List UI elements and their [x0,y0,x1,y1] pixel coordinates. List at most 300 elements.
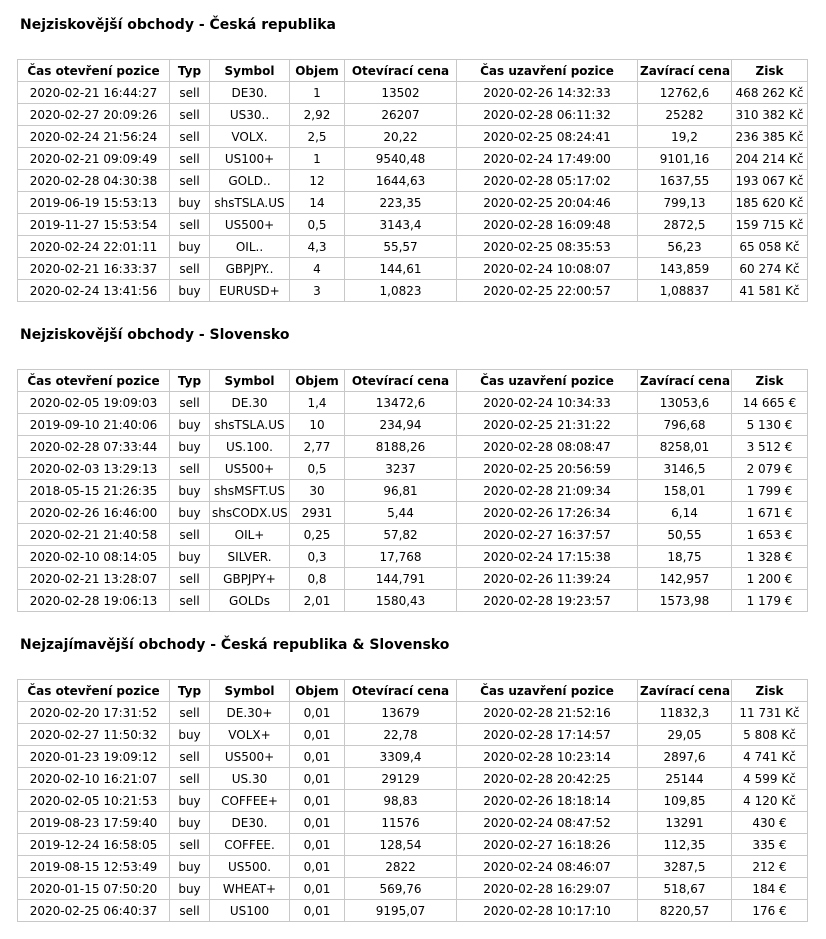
trades-table-cz-sk [17,679,808,922]
cell-close-time: 2020-02-25 20:04:46 [457,192,638,214]
cell-close-price: 13291 [638,812,732,834]
cell-symbol: VOLX. [210,126,290,148]
table-row [18,392,808,414]
cell-open-price: 8188,26 [345,436,457,458]
cell-open-time: 2020-02-28 19:06:13 [18,590,170,612]
cell-open-time: 2019-08-23 17:59:40 [18,812,170,834]
cell-open-time: 2020-02-05 10:21:53 [18,790,170,812]
column-header-close-time: Čas uzavření pozice [457,60,638,82]
cell-open-time: 2020-02-24 21:56:24 [18,126,170,148]
cell-close-price: 25282 [638,104,732,126]
cell-profit: 1 200 € [732,568,808,590]
cell-open-price: 13472,6 [345,392,457,414]
cell-symbol: shsMSFT.US [210,480,290,502]
cell-type: buy [170,502,210,524]
cell-type: sell [170,524,210,546]
cell-volume: 2,5 [290,126,345,148]
cell-profit: 236 385 Kč [732,126,808,148]
cell-type: sell [170,258,210,280]
cell-open-time: 2020-02-24 22:01:11 [18,236,170,258]
cell-close-time: 2020-02-28 21:52:16 [457,702,638,724]
cell-close-price: 3146,5 [638,458,732,480]
cell-close-price: 112,35 [638,834,732,856]
cell-open-time: 2020-01-23 19:09:12 [18,746,170,768]
cell-volume: 2,77 [290,436,345,458]
cell-volume: 0,01 [290,900,345,922]
cell-profit: 1 799 € [732,480,808,502]
cell-open-time: 2020-01-15 07:50:20 [18,878,170,900]
cell-profit: 2 079 € [732,458,808,480]
column-header-volume: Objem [290,60,345,82]
cell-open-time: 2020-02-25 06:40:37 [18,900,170,922]
cell-symbol: SILVER. [210,546,290,568]
column-header-open-price: Otevírací cena [345,680,457,702]
column-header-open-price: Otevírací cena [345,60,457,82]
cell-close-price: 50,55 [638,524,732,546]
cell-open-price: 3237 [345,458,457,480]
cell-close-price: 8258,01 [638,436,732,458]
trades-table-sk [17,369,808,612]
cell-type: sell [170,590,210,612]
cell-profit: 1 653 € [732,524,808,546]
cell-open-time: 2020-02-27 11:50:32 [18,724,170,746]
cell-open-time: 2020-02-24 13:41:56 [18,280,170,302]
cell-close-price: 799,13 [638,192,732,214]
cell-profit: 5 130 € [732,414,808,436]
cell-profit: 5 808 Kč [732,724,808,746]
table-row [18,568,808,590]
cell-volume: 0,01 [290,724,345,746]
cell-profit: 14 665 € [732,392,808,414]
cell-close-price: 796,68 [638,414,732,436]
cell-type: buy [170,790,210,812]
cell-volume: 4 [290,258,345,280]
column-header-profit: Zisk [732,60,808,82]
cell-type: sell [170,148,210,170]
cell-type: buy [170,878,210,900]
cell-open-price: 9195,07 [345,900,457,922]
table-row [18,834,808,856]
cell-type: buy [170,856,210,878]
cell-open-price: 234,94 [345,414,457,436]
cell-open-price: 3143,4 [345,214,457,236]
table-row [18,126,808,148]
cell-open-time: 2020-02-20 17:31:52 [18,702,170,724]
table-row [18,856,808,878]
cell-open-time: 2020-02-10 16:21:07 [18,768,170,790]
cell-close-time: 2020-02-25 20:56:59 [457,458,638,480]
cell-symbol: US30.. [210,104,290,126]
cell-symbol: GOLD.. [210,170,290,192]
cell-open-price: 57,82 [345,524,457,546]
cell-open-time: 2018-05-15 21:26:35 [18,480,170,502]
cell-close-price: 8220,57 [638,900,732,922]
cell-volume: 0,25 [290,524,345,546]
table-row [18,258,808,280]
cell-close-time: 2020-02-26 17:26:34 [457,502,638,524]
cell-open-price: 3309,4 [345,746,457,768]
column-header-type: Typ [170,60,210,82]
cell-volume: 0,01 [290,878,345,900]
column-header-open-price: Otevírací cena [345,370,457,392]
cell-open-time: 2020-02-26 16:46:00 [18,502,170,524]
table-row [18,790,808,812]
cell-profit: 1 671 € [732,502,808,524]
cell-close-price: 158,01 [638,480,732,502]
column-header-close-time: Čas uzavření pozice [457,370,638,392]
cell-close-price: 25144 [638,768,732,790]
cell-symbol: US500. [210,856,290,878]
table-row [18,148,808,170]
column-header-open-time: Čas otevření pozice [18,370,170,392]
cell-close-price: 2897,6 [638,746,732,768]
cell-open-price: 1580,43 [345,590,457,612]
cell-close-time: 2020-02-28 05:17:02 [457,170,638,192]
cell-close-price: 6,14 [638,502,732,524]
table-row [18,812,808,834]
cell-type: sell [170,568,210,590]
cell-open-price: 9540,48 [345,148,457,170]
cell-open-price: 569,76 [345,878,457,900]
cell-profit: 41 581 Kč [732,280,808,302]
cell-close-time: 2020-02-26 18:18:14 [457,790,638,812]
cell-profit: 335 € [732,834,808,856]
cell-close-time: 2020-02-28 16:09:48 [457,214,638,236]
column-header-type: Typ [170,680,210,702]
cell-symbol: US.30 [210,768,290,790]
cell-open-time: 2019-08-15 12:53:49 [18,856,170,878]
table-row [18,414,808,436]
cell-type: sell [170,392,210,414]
cell-symbol: US500+ [210,458,290,480]
cell-close-time: 2020-02-24 17:49:00 [457,148,638,170]
table-row [18,702,808,724]
cell-volume: 30 [290,480,345,502]
table-row [18,458,808,480]
cell-open-price: 96,81 [345,480,457,502]
section-title-sk: Nejziskovější obchody - Slovensko [20,327,290,343]
cell-open-time: 2020-02-03 13:29:13 [18,458,170,480]
cell-volume: 0,8 [290,568,345,590]
cell-open-time: 2019-11-27 15:53:54 [18,214,170,236]
cell-type: buy [170,236,210,258]
cell-close-time: 2020-02-24 08:46:07 [457,856,638,878]
cell-symbol: shsTSLA.US [210,414,290,436]
cell-open-price: 55,57 [345,236,457,258]
cell-close-time: 2020-02-25 08:35:53 [457,236,638,258]
cell-volume: 0,01 [290,856,345,878]
cell-close-time: 2020-02-25 08:24:41 [457,126,638,148]
cell-type: buy [170,280,210,302]
cell-open-time: 2020-02-28 04:30:38 [18,170,170,192]
cell-close-price: 3287,5 [638,856,732,878]
column-header-profit: Zisk [732,680,808,702]
section-title-cz: Nejziskovější obchody - Česká republika [20,17,336,33]
cell-close-time: 2020-02-28 08:08:47 [457,436,638,458]
cell-type: buy [170,480,210,502]
table-row [18,82,808,104]
table-header-row [18,680,808,702]
cell-profit: 11 731 Kč [732,702,808,724]
cell-type: buy [170,546,210,568]
cell-volume: 0,5 [290,458,345,480]
cell-close-price: 13053,6 [638,392,732,414]
cell-volume: 2931 [290,502,345,524]
cell-close-price: 518,67 [638,878,732,900]
cell-type: sell [170,746,210,768]
column-header-profit: Zisk [732,370,808,392]
table-row [18,280,808,302]
cell-open-price: 223,35 [345,192,457,214]
cell-symbol: GBPJPY.. [210,258,290,280]
cell-close-time: 2020-02-28 17:14:57 [457,724,638,746]
cell-type: sell [170,82,210,104]
cell-profit: 1 179 € [732,590,808,612]
cell-symbol: US100 [210,900,290,922]
table-row [18,502,808,524]
column-header-symbol: Symbol [210,60,290,82]
cell-symbol: shsTSLA.US [210,192,290,214]
cell-volume: 3 [290,280,345,302]
cell-open-price: 5,44 [345,502,457,524]
cell-volume: 2,01 [290,590,345,612]
cell-volume: 1 [290,148,345,170]
cell-close-time: 2020-02-28 10:17:10 [457,900,638,922]
cell-close-price: 19,2 [638,126,732,148]
cell-type: buy [170,436,210,458]
table-row [18,170,808,192]
cell-symbol: OIL+ [210,524,290,546]
trades-table-cz [17,59,808,302]
cell-symbol: OIL.. [210,236,290,258]
cell-close-price: 56,23 [638,236,732,258]
cell-close-time: 2020-02-25 22:00:57 [457,280,638,302]
cell-volume: 0,01 [290,768,345,790]
cell-type: sell [170,126,210,148]
cell-profit: 3 512 € [732,436,808,458]
cell-open-time: 2020-02-21 21:40:58 [18,524,170,546]
column-header-open-time: Čas otevření pozice [18,680,170,702]
cell-volume: 0,3 [290,546,345,568]
cell-open-price: 29129 [345,768,457,790]
cell-volume: 0,01 [290,746,345,768]
table-row [18,546,808,568]
section-title-cz-sk: Nejzajímavější obchody - Česká republika & Slovensko [20,637,450,653]
cell-open-time: 2020-02-05 19:09:03 [18,392,170,414]
cell-symbol: COFFEE+ [210,790,290,812]
cell-volume: 0,01 [290,834,345,856]
cell-close-time: 2020-02-28 21:09:34 [457,480,638,502]
cell-profit: 60 274 Kč [732,258,808,280]
cell-profit: 184 € [732,878,808,900]
column-header-volume: Objem [290,680,345,702]
cell-open-price: 20,22 [345,126,457,148]
cell-close-price: 1573,98 [638,590,732,612]
cell-type: sell [170,702,210,724]
cell-profit: 185 620 Kč [732,192,808,214]
cell-symbol: WHEAT+ [210,878,290,900]
table-row [18,746,808,768]
cell-type: buy [170,812,210,834]
cell-close-time: 2020-02-24 10:34:33 [457,392,638,414]
cell-open-price: 22,78 [345,724,457,746]
cell-close-time: 2020-02-28 20:42:25 [457,768,638,790]
cell-close-price: 2872,5 [638,214,732,236]
cell-type: sell [170,170,210,192]
cell-symbol: DE.30 [210,392,290,414]
cell-close-time: 2020-02-24 17:15:38 [457,546,638,568]
cell-close-price: 12762,6 [638,82,732,104]
table-row [18,214,808,236]
cell-volume: 12 [290,170,345,192]
table-row [18,236,808,258]
cell-open-time: 2020-02-21 16:44:27 [18,82,170,104]
cell-close-price: 9101,16 [638,148,732,170]
cell-type: sell [170,214,210,236]
table-row [18,480,808,502]
cell-close-time: 2020-02-24 08:47:52 [457,812,638,834]
table-row [18,724,808,746]
cell-profit: 4 741 Kč [732,746,808,768]
cell-symbol: US500+ [210,214,290,236]
cell-volume: 0,01 [290,812,345,834]
cell-open-price: 1,0823 [345,280,457,302]
cell-symbol: DE.30+ [210,702,290,724]
cell-open-price: 2822 [345,856,457,878]
cell-close-time: 2020-02-27 16:37:57 [457,524,638,546]
cell-close-time: 2020-02-28 10:23:14 [457,746,638,768]
table-row [18,192,808,214]
cell-close-price: 1637,55 [638,170,732,192]
cell-profit: 468 262 Kč [732,82,808,104]
cell-open-price: 13502 [345,82,457,104]
cell-close-price: 1,08837 [638,280,732,302]
table-row [18,524,808,546]
cell-symbol: US.100. [210,436,290,458]
cell-volume: 14 [290,192,345,214]
cell-symbol: US500+ [210,746,290,768]
cell-type: buy [170,414,210,436]
cell-close-price: 29,05 [638,724,732,746]
cell-profit: 212 € [732,856,808,878]
table-header-row [18,60,808,82]
cell-close-time: 2020-02-25 21:31:22 [457,414,638,436]
table-header-row [18,370,808,392]
cell-close-price: 11832,3 [638,702,732,724]
cell-volume: 1,4 [290,392,345,414]
cell-volume: 0,01 [290,702,345,724]
cell-type: sell [170,900,210,922]
column-header-close-price: Zavírací cena [638,370,732,392]
cell-close-price: 109,85 [638,790,732,812]
cell-open-time: 2019-12-24 16:58:05 [18,834,170,856]
cell-open-price: 144,791 [345,568,457,590]
cell-open-time: 2020-02-10 08:14:05 [18,546,170,568]
cell-volume: 4,3 [290,236,345,258]
cell-open-price: 1644,63 [345,170,457,192]
cell-type: buy [170,724,210,746]
cell-open-time: 2019-09-10 21:40:06 [18,414,170,436]
cell-close-time: 2020-02-28 16:29:07 [457,878,638,900]
column-header-open-time: Čas otevření pozice [18,60,170,82]
cell-open-time: 2019-06-19 15:53:13 [18,192,170,214]
cell-type: sell [170,768,210,790]
cell-type: sell [170,834,210,856]
cell-profit: 204 214 Kč [732,148,808,170]
column-header-symbol: Symbol [210,680,290,702]
cell-symbol: shsCODX.US [210,502,290,524]
cell-open-time: 2020-02-21 09:09:49 [18,148,170,170]
cell-type: sell [170,458,210,480]
table-row [18,900,808,922]
cell-close-price: 142,957 [638,568,732,590]
cell-open-price: 128,54 [345,834,457,856]
column-header-close-price: Zavírací cena [638,60,732,82]
cell-open-price: 26207 [345,104,457,126]
cell-profit: 430 € [732,812,808,834]
cell-profit: 1 328 € [732,546,808,568]
cell-symbol: DE30. [210,82,290,104]
cell-open-time: 2020-02-21 16:33:37 [18,258,170,280]
cell-symbol: COFFEE. [210,834,290,856]
column-header-symbol: Symbol [210,370,290,392]
table-row [18,590,808,612]
cell-symbol: VOLX+ [210,724,290,746]
cell-symbol: GBPJPY+ [210,568,290,590]
cell-profit: 4 599 Kč [732,768,808,790]
cell-open-price: 144,61 [345,258,457,280]
cell-profit: 310 382 Kč [732,104,808,126]
cell-volume: 1 [290,82,345,104]
cell-volume: 10 [290,414,345,436]
cell-close-time: 2020-02-26 14:32:33 [457,82,638,104]
cell-volume: 0,01 [290,790,345,812]
cell-close-time: 2020-02-28 06:11:32 [457,104,638,126]
column-header-close-time: Čas uzavření pozice [457,680,638,702]
cell-profit: 193 067 Kč [732,170,808,192]
cell-close-time: 2020-02-28 19:23:57 [457,590,638,612]
table-row [18,768,808,790]
cell-volume: 0,5 [290,214,345,236]
cell-open-price: 98,83 [345,790,457,812]
cell-close-price: 143,859 [638,258,732,280]
cell-profit: 65 058 Kč [732,236,808,258]
cell-open-time: 2020-02-28 07:33:44 [18,436,170,458]
cell-open-price: 13679 [345,702,457,724]
column-header-close-price: Zavírací cena [638,680,732,702]
cell-close-price: 18,75 [638,546,732,568]
cell-close-time: 2020-02-27 16:18:26 [457,834,638,856]
column-header-volume: Objem [290,370,345,392]
cell-profit: 176 € [732,900,808,922]
cell-type: sell [170,104,210,126]
cell-volume: 2,92 [290,104,345,126]
cell-symbol: US100+ [210,148,290,170]
cell-symbol: GOLDs [210,590,290,612]
table-row [18,436,808,458]
cell-type: buy [170,192,210,214]
cell-close-time: 2020-02-24 10:08:07 [457,258,638,280]
cell-open-time: 2020-02-27 20:09:26 [18,104,170,126]
cell-close-time: 2020-02-26 11:39:24 [457,568,638,590]
cell-symbol: EURUSD+ [210,280,290,302]
table-row [18,878,808,900]
cell-open-time: 2020-02-21 13:28:07 [18,568,170,590]
cell-symbol: DE30. [210,812,290,834]
cell-profit: 4 120 Kč [732,790,808,812]
cell-open-price: 11576 [345,812,457,834]
cell-open-price: 17,768 [345,546,457,568]
